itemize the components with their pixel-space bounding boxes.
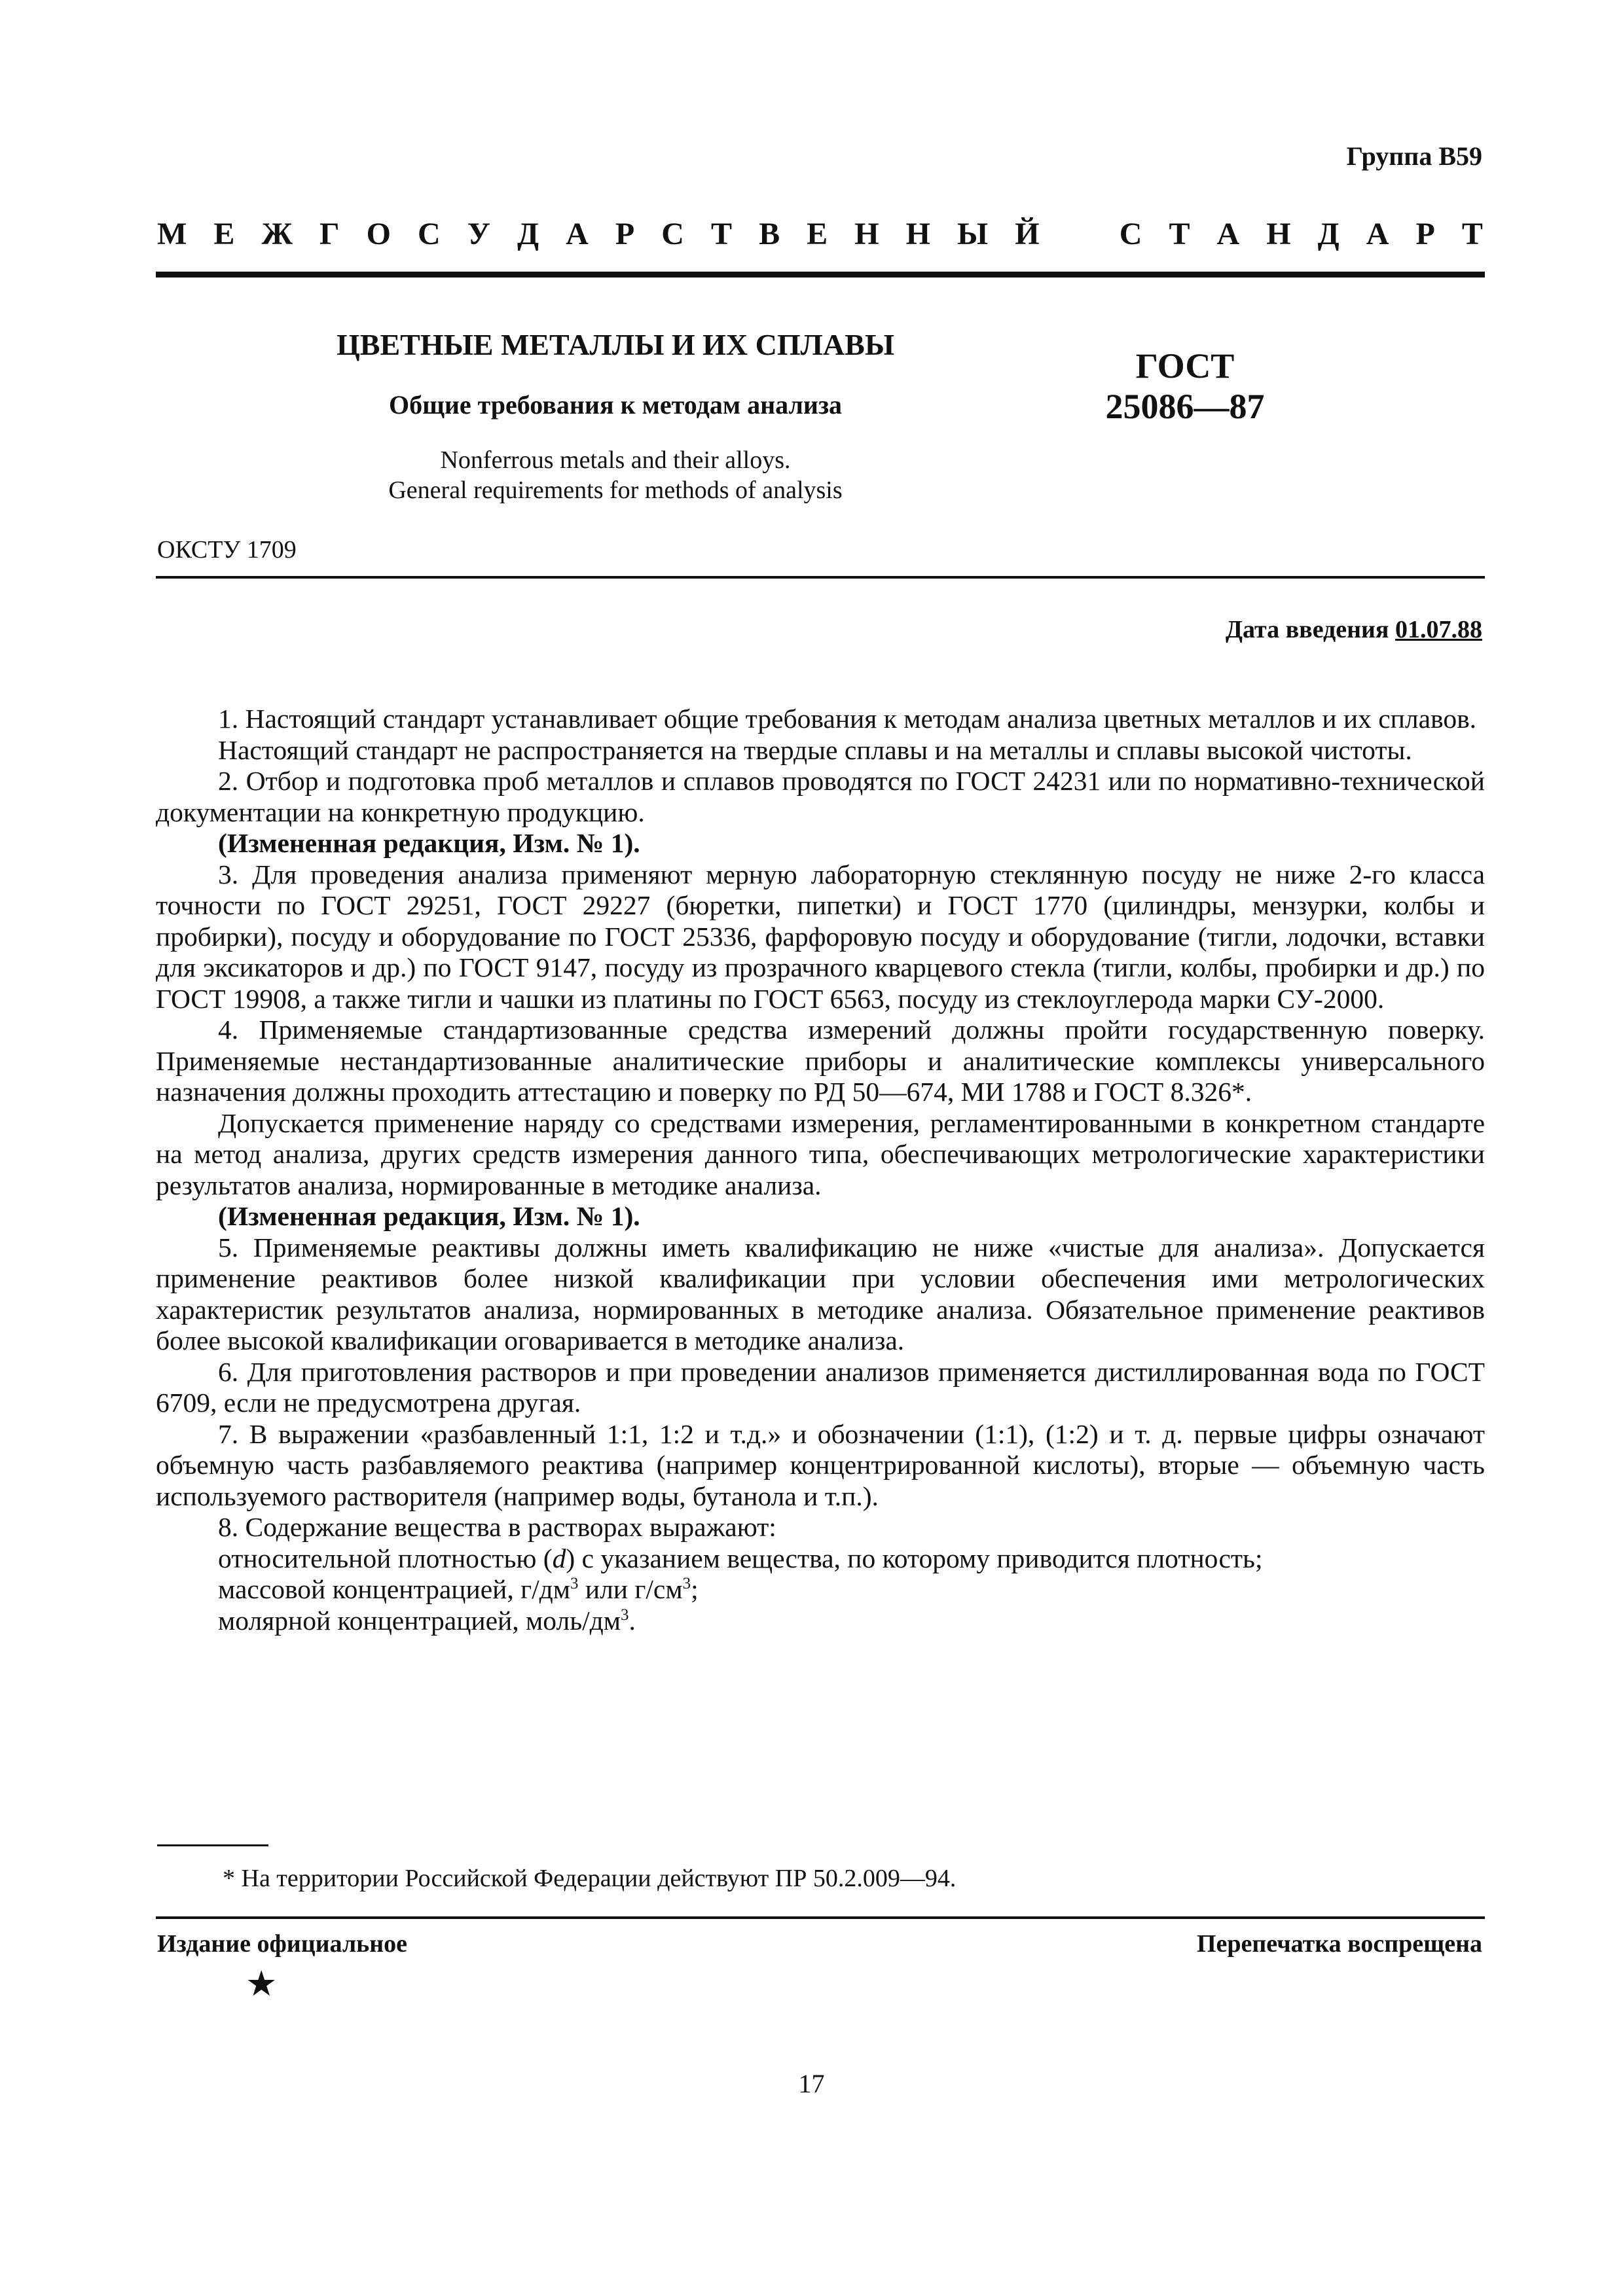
- heading-letter: О: [366, 217, 391, 251]
- paragraph-8: 8. Содержание вещества в растворах выражают:: [218, 1512, 776, 1542]
- effective-date: [1226, 615, 1482, 644]
- heading-letter: Ы: [957, 217, 989, 251]
- document-subtitle: Общие требования к методам анализа: [388, 390, 843, 420]
- heading-letter: А: [566, 217, 589, 251]
- heading-letter: Н: [905, 217, 930, 251]
- heading-letter: Т: [710, 217, 732, 251]
- heading-letter: Д: [1317, 217, 1340, 251]
- heading-letter: Н: [1266, 217, 1291, 251]
- reprint-prohibited-label: Перепечатка воспрещена: [1196, 1930, 1482, 1958]
- paragraph-4b: Допускается применение наряду со средствами измерения, регламентированными в конкретном стандарте на метод анализа, других средств измерения данного типа, обеспечивающих метрологические характеристики результатов анализа, нормированные в методике анализа.: [156, 1107, 1485, 1200]
- effective-date-value: 01.07.88: [1395, 616, 1482, 643]
- heading-letter: А: [1366, 217, 1389, 251]
- heading-letter: Е: [213, 217, 235, 251]
- header-rule: [156, 272, 1485, 278]
- paragraph-7: 7. В выражении «разбавленный 1:1, 1:2 и т.д.» и обозначении (1:1), (1:2) и т. д. первые цифры означают объемную часть разбавляемого реактива (например концентрированной кислоты), вторые — объемную часть используемого растворителя (например воды, бутанола и т.п.).: [156, 1418, 1485, 1511]
- effective-date-label: Дата введения: [1225, 616, 1395, 643]
- english-title-line-2: General requirements for methods of analysis: [388, 476, 843, 504]
- english-title-line-1: Nonferrous metals and their alloys.: [440, 446, 791, 474]
- group-label: Группа В59: [1346, 141, 1482, 171]
- okstu-code: ОКСТУ 1709: [157, 536, 297, 564]
- star-icon: ★: [246, 1964, 278, 2003]
- footnote-separator: [157, 1844, 268, 1846]
- density-variable: d: [552, 1543, 566, 1573]
- heading-letter: Т: [1461, 217, 1483, 251]
- paragraph-8-item-density: относительной плотностью (d) с указанием вещества, по которому приводится плотность;: [218, 1543, 1263, 1573]
- footnote: * На территории Российской Федерации действуют ПР 50.2.009—94.: [223, 1865, 957, 1892]
- paragraph-3: 3. Для проведения анализа применяют мерную лабораторную стеклянную посуду не ниже 2-го класса точности по ГОСТ 29251, ГОСТ 29227 (бюретки, пипетки) и ГОСТ 1770 (цилиндры, мензурки, колбы и пробирки), посуду и оборудование по ГОСТ 25336, фарфоровую посуду и оборудование (тигли, лодочки, вставки для эксикаторов и др.) по ГОСТ 9147, посуду из прозрачного кварцевого стекла (тигли, колбы, пробирки и др.) по ГОСТ 19908, а также тигли и чашки из платины по ГОСТ 6563, посуду из стеклоуглерода марки СУ-2000.: [156, 859, 1485, 1014]
- heading-word-gap: [1067, 216, 1093, 252]
- interstate-standard-heading: [157, 216, 1483, 252]
- heading-letter: А: [1216, 217, 1240, 251]
- heading-letter: Й: [1015, 217, 1040, 251]
- heading-letter: С: [1119, 217, 1142, 251]
- official-edition-label: Издание официальное: [157, 1930, 408, 1958]
- heading-letter: Ж: [261, 217, 293, 251]
- heading-letter: Р: [1415, 217, 1435, 251]
- heading-letter: Е: [807, 217, 828, 251]
- heading-letter: Т: [1169, 217, 1190, 251]
- paragraph-2: 2. Отбор и подготовка проб металлов и сплавов проводятся по ГОСТ 24231 или по нормативно-технической документации на конкретную продукцию.: [156, 766, 1485, 827]
- body-text: [156, 704, 1485, 1636]
- footer-rule: [156, 1916, 1485, 1919]
- heading-letter: Р: [615, 217, 635, 251]
- gost-number: 25086—87: [1105, 387, 1265, 426]
- document-title: ЦВЕТНЫЕ МЕТАЛЛЫ И ИХ СПЛАВЫ: [336, 328, 894, 361]
- paragraph-6: 6. Для приготовления растворов и при проведении анализов применяется дистиллированная вода по ГОСТ 6709, если не предусмотрена другая.: [156, 1356, 1485, 1418]
- heading-letter: С: [661, 217, 684, 251]
- paragraph-8-item-molar-concentration: молярной концентрацией, моль/$дм^3$.: [218, 1605, 636, 1636]
- heading-letter: Г: [319, 217, 340, 251]
- title-rule: [156, 576, 1485, 579]
- heading-letter: У: [467, 217, 490, 251]
- amendment-note-2: (Измененная редакция, Изм. № 1).: [218, 1201, 640, 1231]
- heading-letter: С: [418, 217, 441, 251]
- paragraph-1: 1. Настоящий стандарт устанавливает общие требования к методам анализа цветных металлов и их сплавов.: [218, 704, 1477, 734]
- paragraph-4: 4. Применяемые стандартизованные средства измерений должны пройти государственную поверку. Применяемые нестандартизованные аналитические приборы и аналитические комплексы универсального назначения должны проходить аттестацию и поверку по РД 50—674, МИ 1788 и ГОСТ 8.326*.: [156, 1014, 1485, 1107]
- heading-letter: Н: [854, 217, 879, 251]
- english-title: [327, 445, 903, 505]
- amendment-note-1: (Измененная редакция, Изм. № 1).: [218, 828, 640, 858]
- paragraph-1b: Настоящий стандарт не распространяется на твердые сплавы и на металлы и сплавы высокой чистоты.: [218, 734, 1412, 765]
- paragraph-8-item-mass-concentration: массовой концентрацией, $г/дм^3$ или $г/см^3$;: [218, 1574, 699, 1604]
- heading-letter: Д: [517, 217, 539, 251]
- gost-designation: [1041, 346, 1329, 427]
- gost-label: ГОСТ: [1135, 346, 1235, 386]
- page-number: 17: [798, 2069, 825, 2098]
- heading-letter: М: [157, 217, 187, 251]
- paragraph-5: 5. Применяемые реактивы должны иметь квалификацию не ниже «чистые для анализа». Допускается применение реактивов более низкой квалификации при условии обеспечения ими метрологических характеристик результатов анализа, нормированных в методике анализа. Обязательное применение реактивов более высокой квалификации оговаривается в методике анализа.: [156, 1232, 1485, 1355]
- heading-letter: В: [759, 217, 780, 251]
